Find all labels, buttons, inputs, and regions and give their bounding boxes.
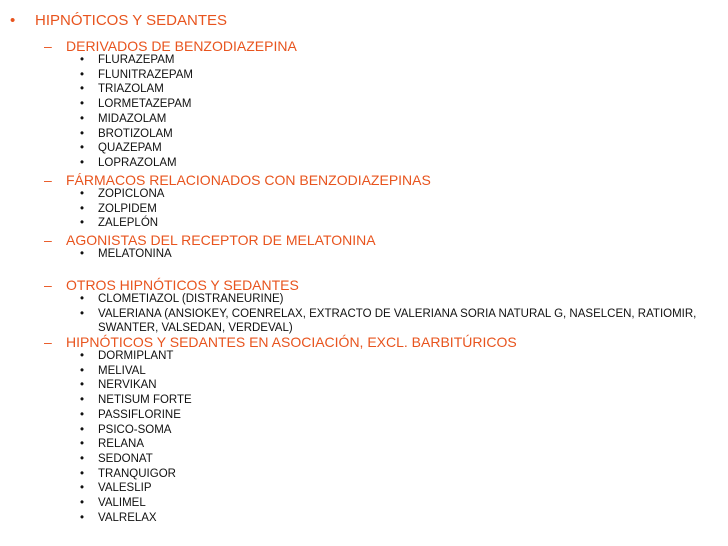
item-bullet: • [80,54,85,66]
section-title: AGONISTAS DEL RECEPTOR DE MELATONINA [66,232,376,248]
item-bullet: • [80,293,85,305]
section-title: HIPNÓTICOS Y SEDANTES EN ASOCIACIÓN, EXCL. BARBITÚRICOS [66,334,517,350]
item-bullet: • [80,112,85,125]
item-bullet: • [80,379,85,392]
item-text: MIDAZOLAM [98,112,167,125]
heading-bullet: • [10,12,16,29]
section-dash: – [44,38,52,54]
item-bullet: • [80,202,85,215]
item-bullet: • [80,482,85,495]
item-text: ZOLPIDEM [98,202,157,215]
item-text: FLURAZEPAM [98,54,175,66]
item-text: NETISUM FORTE [98,394,192,407]
item-text: MELIVAL [98,364,146,377]
section-title: DERIVADOS DE BENZODIAZEPINA [66,38,297,54]
item-bullet: • [80,423,85,436]
item-text: ZOPICLONA [98,188,165,200]
item-text: TRIAZOLAM [98,83,164,96]
item-text: PASSIFLORINE [98,408,181,421]
item-text: LOPRAZOLAM [98,156,177,169]
item-bullet: • [80,394,85,407]
section-dash: – [44,277,52,293]
item-bullet: • [80,438,85,451]
item-bullet: • [80,217,85,230]
item-text: MELATONINA [98,248,172,260]
section-dash: – [44,172,52,188]
item-bullet: • [80,127,85,140]
item-text: VALRELAX [98,511,157,524]
item-text: DORMIPLANT [98,350,174,362]
item-text: PSICO-SOMA [98,423,172,436]
item-text: VALIMEL [98,497,146,509]
item-bullet: • [80,467,85,480]
item-text: NERVIKAN [98,379,157,392]
item-bullet: • [80,142,85,155]
item-bullet: • [80,452,85,465]
item-bullet: • [80,307,85,320]
section-title: FÁRMACOS RELACIONADOS CON BENZODIAZEPINAS [66,172,431,188]
item-text: VALERIANA (ANSIOKEY, COENRELAX, EXTRACTO DE VALERIANA SORIA NATURAL G, NASELCEN, RATIOMIR, SWANTER, VALSEDAN, VERDEVAL) [98,307,697,335]
item-text: LORMETAZEPAM [98,98,192,111]
item-text: ZALEPLÓN [98,217,159,230]
item-bullet: • [80,83,85,96]
item-text: FLUNITRAZEPAM [98,68,193,81]
section-dash: – [44,232,52,248]
item-text: SEDONAT [98,452,153,465]
item-bullet: • [80,497,85,509]
section-title: OTROS HIPNÓTICOS Y SEDANTES [66,277,299,293]
section-dash: – [44,334,52,350]
heading-text: HIPNÓTICOS Y SEDANTES [35,12,227,29]
item-bullet: • [80,248,85,260]
item-bullet: • [80,98,85,111]
item-bullet: • [80,364,85,377]
item-bullet: • [80,511,85,524]
item-bullet: • [80,156,85,169]
item-bullet: • [80,188,85,200]
item-text: VALESLIP [98,482,152,495]
item-bullet: • [80,350,85,362]
item-bullet: • [80,408,85,421]
item-text: TRANQUIGOR [98,467,176,480]
item-bullet: • [80,68,85,81]
item-text: RELANA [98,438,145,451]
item-text: QUAZEPAM [98,142,162,155]
item-text: CLOMETIAZOL (DISTRANEURINE) [98,293,284,305]
item-text: BROTIZOLAM [98,127,173,140]
